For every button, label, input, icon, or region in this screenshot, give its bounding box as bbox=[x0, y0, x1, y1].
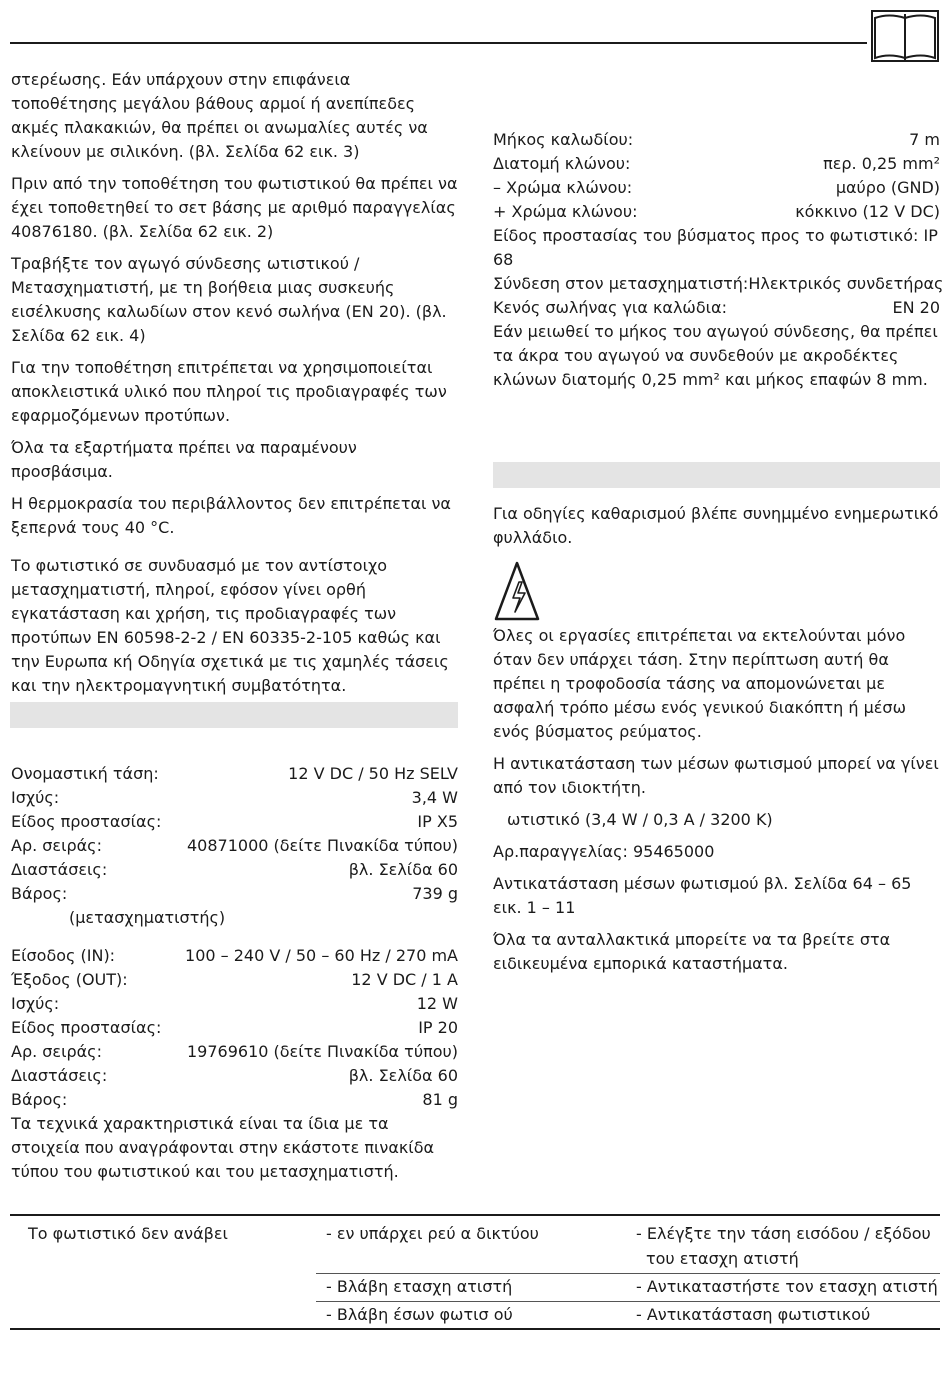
remedy-cell: - Αντικαταστήστε τον ετασχη ατιστή bbox=[636, 1277, 938, 1296]
row-divider bbox=[316, 1273, 940, 1274]
spec-value: 12 V DC / 1 A bbox=[351, 970, 458, 989]
maintenance-paragraph: Όλες οι εργασίες επιτρέπεται να εκτελούνται μόνο όταν δεν υπάρχει τάση. Στην περίπτωση αυτή θα πρέπει η τροφοδοσία τάσης να απομονώνεται με ασφαλή τρόπο μέσω ενός γενικού διακόπτη ή μέσω ενός βύσματος ρεύματος. bbox=[493, 626, 906, 741]
spec-row bbox=[11, 834, 458, 858]
left-column bbox=[11, 68, 458, 540]
maintenance-section bbox=[493, 624, 940, 976]
specs-note: Τα τεχνικά χαρακτηριστικά είναι τα ίδια με τα στοιχεία που αναγράφονται στην εκάστοτε πινακίδα τύπου του φωτιστικού και του μετασχηματιστή. bbox=[11, 1114, 435, 1181]
spec-label: Διατομή κλώνου: bbox=[493, 154, 631, 173]
installation-paragraph: Για την τοποθέτηση επιτρέπεται να χρησιμοποιείται αποκλειστικά υλικό που πληροί τις προδιαγραφές των εφαρμοζόμενων προτύπων. bbox=[11, 358, 447, 425]
installation-paragraph: Πριν από την τοποθέτηση του φωτιστικού θα πρέπει να έχει τοποθετηθεί το σετ βάσης με αριθμό παραγγελίας 40876180. (βλ. Σελίδα 62 εικ. 2) bbox=[11, 174, 458, 241]
spec-label: Έξοδος (OUT): bbox=[11, 970, 128, 989]
spec-value: περ. 0,25 mm² bbox=[823, 154, 940, 173]
maintenance-paragraph: Αντικατάσταση μέσων φωτισμού βλ. Σελίδα 64 – 65 εικ. 1 – 11 bbox=[493, 874, 912, 917]
installation-paragraph: Η θερμοκρασία του περιβάλλοντος δεν επιτρέπεται να ξεπερνά τους 40 °C. bbox=[11, 494, 451, 537]
header-rule bbox=[10, 42, 867, 44]
spec-row bbox=[11, 786, 458, 810]
spec-row bbox=[11, 762, 458, 786]
right-column bbox=[493, 128, 944, 392]
cable-spec-row bbox=[493, 296, 940, 320]
row-divider bbox=[316, 1301, 940, 1302]
spec-label: Αρ. σειράς: bbox=[11, 1042, 102, 1061]
cleaning-section bbox=[493, 502, 940, 550]
spec-value: IP 20 bbox=[418, 1018, 458, 1037]
installation-paragraph: στερέωσης. Εάν υπάρχουν στην επιφάνεια τοποθέτησης μεγάλου βάθους αρμοί ή ανεπίπεδες ακμές πλακακιών, θα πρέπει οι ανωμαλίες αυτές να κλείνουν με σιλικόνη. (βλ. Σελίδα 62 εικ. 3) bbox=[11, 70, 428, 161]
spec-label: Ονομαστική τάση: bbox=[11, 764, 159, 783]
table-top-rule bbox=[10, 1214, 940, 1216]
spec-row bbox=[11, 1016, 458, 1040]
cable-spec-row bbox=[493, 152, 940, 176]
high-voltage-warning-icon bbox=[494, 560, 540, 622]
table-bottom-rule bbox=[10, 1328, 940, 1330]
remedy-cell: - Ελέγξτε την τάση εισόδου / εξόδου bbox=[636, 1224, 931, 1243]
spec-value: μαύρο (GND) bbox=[835, 178, 940, 197]
lamp-specs bbox=[11, 762, 458, 1184]
spec-label: + Χρώμα κλώνου: bbox=[493, 202, 638, 221]
spec-value: 19769610 (δείτε Πινακίδα τύπου) bbox=[187, 1042, 458, 1061]
spec-value: 12 V DC / 50 Hz SELV bbox=[288, 764, 458, 783]
spec-label: Είδος προστασίας: bbox=[11, 1018, 162, 1037]
spec-label: Διαστάσεις: bbox=[11, 1066, 108, 1085]
fault-cell: Το φωτιστικό δεν ανάβει bbox=[28, 1224, 228, 1243]
maintenance-paragraph: Η αντικατάσταση των μέσων φωτισμού μπορεί να γίνει από τον ιδιοκτήτη. bbox=[493, 754, 939, 797]
cleaning-text: Για οδηγίες καθαρισμού βλέπε συνημμένο ενημερωτικό φυλλάδιο. bbox=[493, 504, 939, 547]
maintenance-paragraph: ωτιστικό (3,4 W / 0,3 A / 3200 K) bbox=[507, 810, 773, 829]
maintenance-paragraph: Όλα τα ανταλλακτικά μπορείτε να τα βρείτε στα ειδικευμένα εμπορικά καταστήματα. bbox=[493, 930, 891, 973]
spec-row bbox=[11, 1064, 458, 1088]
spec-value: 40871000 (δείτε Πινακίδα τύπου) bbox=[187, 836, 458, 855]
spec-row bbox=[11, 858, 458, 882]
spec-label: Κενός σωλήνας για καλώδια: bbox=[493, 298, 727, 317]
spec-value: βλ. Σελίδα 60 bbox=[348, 860, 458, 879]
spec-row bbox=[11, 968, 458, 992]
spec-row bbox=[11, 992, 458, 1016]
spec-row bbox=[11, 1088, 458, 1112]
spec-row bbox=[11, 944, 458, 968]
plug-protection: Είδος προστασίας του βύσματος προς το φωτιστικό: IP 68 bbox=[493, 226, 938, 269]
conformity-section bbox=[11, 554, 458, 698]
spec-label: Βάρος: bbox=[11, 1090, 68, 1109]
spec-value: βλ. Σελίδα 60 bbox=[348, 1066, 458, 1085]
spec-value: κόκκινο (12 V DC) bbox=[795, 202, 940, 221]
spec-row bbox=[11, 1040, 458, 1064]
section-heading-bar bbox=[10, 702, 458, 728]
spec-value: 7 m bbox=[909, 130, 940, 149]
transformer-heading: (μετασχηματιστής) bbox=[69, 908, 226, 927]
spec-label: Ισχύς: bbox=[11, 788, 60, 807]
maintenance-paragraph: Αρ.παραγγελίας: 95465000 bbox=[493, 842, 715, 861]
cable-spec-row bbox=[493, 176, 940, 200]
spec-value: Ηλεκτρικός συνδετήρας bbox=[748, 274, 944, 293]
manual-book-icon bbox=[871, 10, 939, 62]
spec-value: EN 20 bbox=[892, 298, 940, 317]
installation-paragraph: Τραβήξτε τον αγωγό σύνδεσης ωτιστικού / Μετασχηματιστή, με τη βοήθεια μιας συσκευής εισέλκυσης καλωδίων στον κενό σωλήνα (EN 20). (βλ. Σελίδα 62 εικ. 4) bbox=[11, 254, 447, 345]
spec-value: 81 g bbox=[422, 1090, 458, 1109]
section-heading-bar bbox=[493, 462, 940, 488]
shorten-note: Εάν μειωθεί το μήκος του αγωγού σύνδεσης, θα πρέπει τα άκρα του αγωγού να συνδεθούν με ακροδέκτες κλώνων διατομής 0,25 mm² και μήκος επαφών 8 mm. bbox=[493, 322, 938, 389]
cause-cell: - Βλάβη έσων φωτισ ού bbox=[326, 1305, 513, 1324]
cause-cell: - Βλάβη ετασχη ατιστή bbox=[326, 1277, 513, 1296]
spec-label: – Χρώμα κλώνου: bbox=[493, 178, 633, 197]
spec-row bbox=[11, 810, 458, 834]
spec-label: Βάρος: bbox=[11, 884, 68, 903]
remedy-cell-continued: του ετασχη ατιστή bbox=[646, 1249, 799, 1268]
spec-label: Διαστάσεις: bbox=[11, 860, 108, 879]
spec-value: 3,4 W bbox=[411, 788, 458, 807]
spec-value: 12 W bbox=[416, 994, 458, 1013]
installation-paragraph: Όλα τα εξαρτήματα πρέπει να παραμένουν προσβάσιμα. bbox=[11, 438, 357, 481]
spec-value: 100 – 240 V / 50 – 60 Hz / 270 mA bbox=[185, 946, 458, 965]
conformity-text: Το φωτιστικό σε συνδυασμό με τον αντίστοιχο μετασχηματιστή, πληροί, εφόσον γίνει ορθή εγκατάσταση και χρήση, τις προδιαγραφές των προτύπων EN 60598-2-2 / EN 60335-2-105 καθώς και την Ευρωπα κή Οδηγία σχετικά με τις χαμηλές τάσεις και την ηλεκτρομαγνητική συμβατότητα. bbox=[11, 556, 449, 695]
remedy-cell: - Αντικατάσταση φωτιστικού bbox=[636, 1305, 871, 1324]
spec-row bbox=[11, 882, 458, 906]
spec-value: 739 g bbox=[412, 884, 458, 903]
spec-label: Σύνδεση στον μετασχηματιστή: bbox=[493, 274, 749, 293]
cable-spec-row bbox=[493, 200, 940, 224]
cable-spec-row bbox=[493, 128, 940, 152]
spec-label: Ισχύς: bbox=[11, 994, 60, 1013]
spec-label: Είσοδος (IN): bbox=[11, 946, 116, 965]
cable-spec-row bbox=[493, 272, 944, 296]
spec-label: Μήκος καλωδίου: bbox=[493, 130, 634, 149]
spec-label: Είδος προστασίας: bbox=[11, 812, 162, 831]
cause-cell: - εν υπάρχει ρεύ α δικτύου bbox=[326, 1224, 539, 1243]
spec-label: Αρ. σειράς: bbox=[11, 836, 102, 855]
spec-value: IP X5 bbox=[417, 812, 458, 831]
